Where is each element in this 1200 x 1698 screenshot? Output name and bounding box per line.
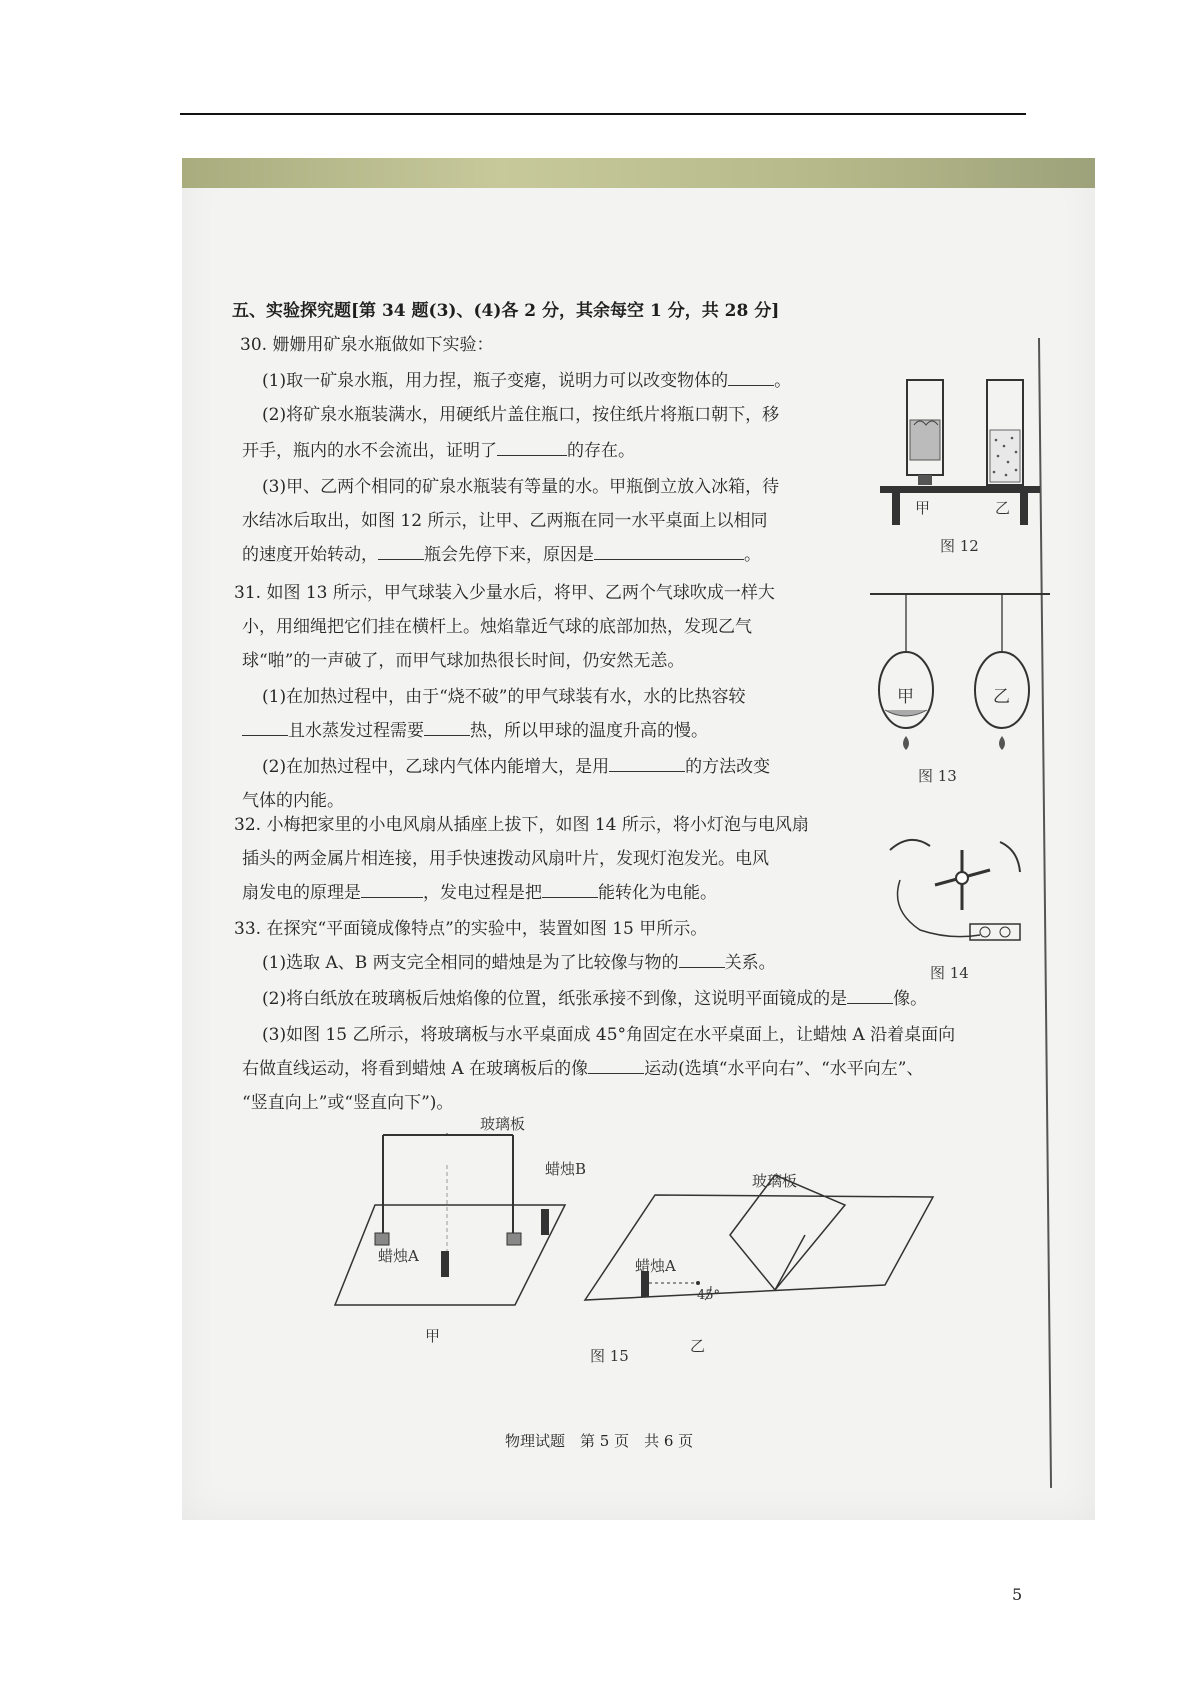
fig12-caption: 图 12 [940,537,979,555]
q33-line2: (1)选取 A、B 两支完全相同的蜡烛是为了比较像与物的 关系。 [262,953,776,973]
q31-line5: 且水蒸发过程需要 热，所以甲球的温度升高的慢。 [242,720,708,742]
fig15b-candle-a-label: 蜡烛A [635,1257,676,1275]
q33-line6: “竖直向上”或“竖直向下”)。 [242,1093,454,1113]
blank[interactable] [361,882,423,898]
figure-14-fan-bulb [880,830,1030,950]
page-number: 5 [1012,1585,1023,1604]
q31-line1: 31. 如图 13 所示，甲气球装入少量水后，将甲、乙两个气球吹成一样大 [234,583,775,603]
blank[interactable] [609,756,685,772]
fig15a-candle-b-label: 蜡烛B [545,1160,587,1178]
q31-line6: (2)在加热过程中，乙球内气体内能增大，是用 的方法改变 [262,757,771,777]
q31-line4: (1)在加热过程中，由于“烧不破”的甲气球装有水，水的比热容较 [262,687,746,707]
blank[interactable] [242,720,288,736]
fig13-caption: 图 13 [918,767,957,785]
q31-line2: 小，用细绳把它们挂在横杆上。烛焰靠近气球的底部加热，发现乙气 [242,617,752,637]
q30-part3c: 的速度开始转动， 瓶会先停下来，原因是 。 [242,545,761,565]
fig15a-sub-label: 甲 [425,1327,441,1345]
blank[interactable] [728,370,774,386]
fig12-yi-label: 乙 [995,499,1011,517]
blank[interactable] [847,988,893,1004]
blank[interactable] [378,544,424,560]
fig15b-angle-label: 45° [697,1288,721,1303]
header-rule [180,113,1026,115]
fig12-jia-label: 甲 [915,499,931,517]
fig15b-sub-label: 乙 [690,1337,706,1355]
photo-top-band [182,158,1095,188]
page-footer: 物理试题 第 5 页 共 6 页 [505,1432,694,1450]
q32-line2: 插头的两金属片相连接，用手快速拨动风扇叶片，发现灯泡发光。电风 [242,849,769,869]
figure-15b-tilted-mirror [585,1175,935,1325]
blank[interactable] [594,544,744,560]
blank[interactable] [542,882,598,898]
paper-edge-line [1038,338,1052,1488]
figure-13-balloons [870,590,1050,760]
q33-line1: 33. 在探究“平面镜成像特点”的实验中，装置如图 15 甲所示。 [234,919,708,939]
q32-line1: 32. 小梅把家里的小电风扇从插座上拔下，如图 14 所示，将小灯泡与电风扇 [234,815,809,835]
q30-part2b: 开手，瓶内的水不会流出，证明了 的存在。 [242,441,635,461]
q31-line3: 球“啪”的一声破了，而甲气球加热很长时间，仍安然无恙。 [242,651,685,671]
fig15-caption: 图 15 [590,1347,629,1365]
figure-12-bottles [880,380,1040,530]
q30-part3a: (3)甲、乙两个相同的矿泉水瓶装有等量的水。甲瓶倒立放入冰箱，待 [262,477,780,497]
blank[interactable] [679,952,725,968]
fig13-jia-label: 甲 [897,687,914,707]
fig14-caption: 图 14 [930,964,969,982]
fig15b-glass-label: 玻璃板 [752,1172,798,1190]
q31-line7: 气体的内能。 [242,791,344,811]
q30-part3b: 水结冰后取出，如图 12 所示，让甲、乙两瓶在同一水平桌面上以相同 [242,511,768,531]
blank[interactable] [497,440,567,456]
fig15a-glass-label: 玻璃板 [480,1115,526,1133]
fig15a-candle-a-label: 蜡烛A [378,1247,419,1265]
q30-part2a: (2)将矿泉水瓶装满水，用硬纸片盖住瓶口，按住纸片将瓶口朝下，移 [262,405,780,425]
q33-line3: (2)将白纸放在玻璃板后烛焰像的位置，纸张承接不到像，这说明平面镜成的是 像。 [262,989,928,1009]
blank[interactable] [424,720,470,736]
q30-part1: (1)取一矿泉水瓶，用力捏，瓶子变瘪，说明力可以改变物体的 。 [262,371,792,391]
q32-line3: 扇发电的原理是 ，发电过程是把 能转化为电能。 [242,883,717,903]
fig13-yi-label: 乙 [993,687,1010,707]
figure-15a-plane-mirror [335,1125,575,1325]
q30-stem: 30. 姗姗用矿泉水瓶做如下实验： [240,335,494,355]
section-title: 五、实验探究题[第 34 题(3)、(4)各 2 分，其余每空 1 分，共 28 分] [232,301,780,321]
q33-line5: 右做直线运动，将看到蜡烛 A 在玻璃板后的像 运动(选填“水平向右”、“水平向左”、 [242,1059,924,1079]
q33-line4: (3)如图 15 乙所示，将玻璃板与水平桌面成 45°角固定在水平桌面上，让蜡烛 A 沿着桌面向 [262,1025,956,1045]
blank[interactable] [588,1058,644,1074]
